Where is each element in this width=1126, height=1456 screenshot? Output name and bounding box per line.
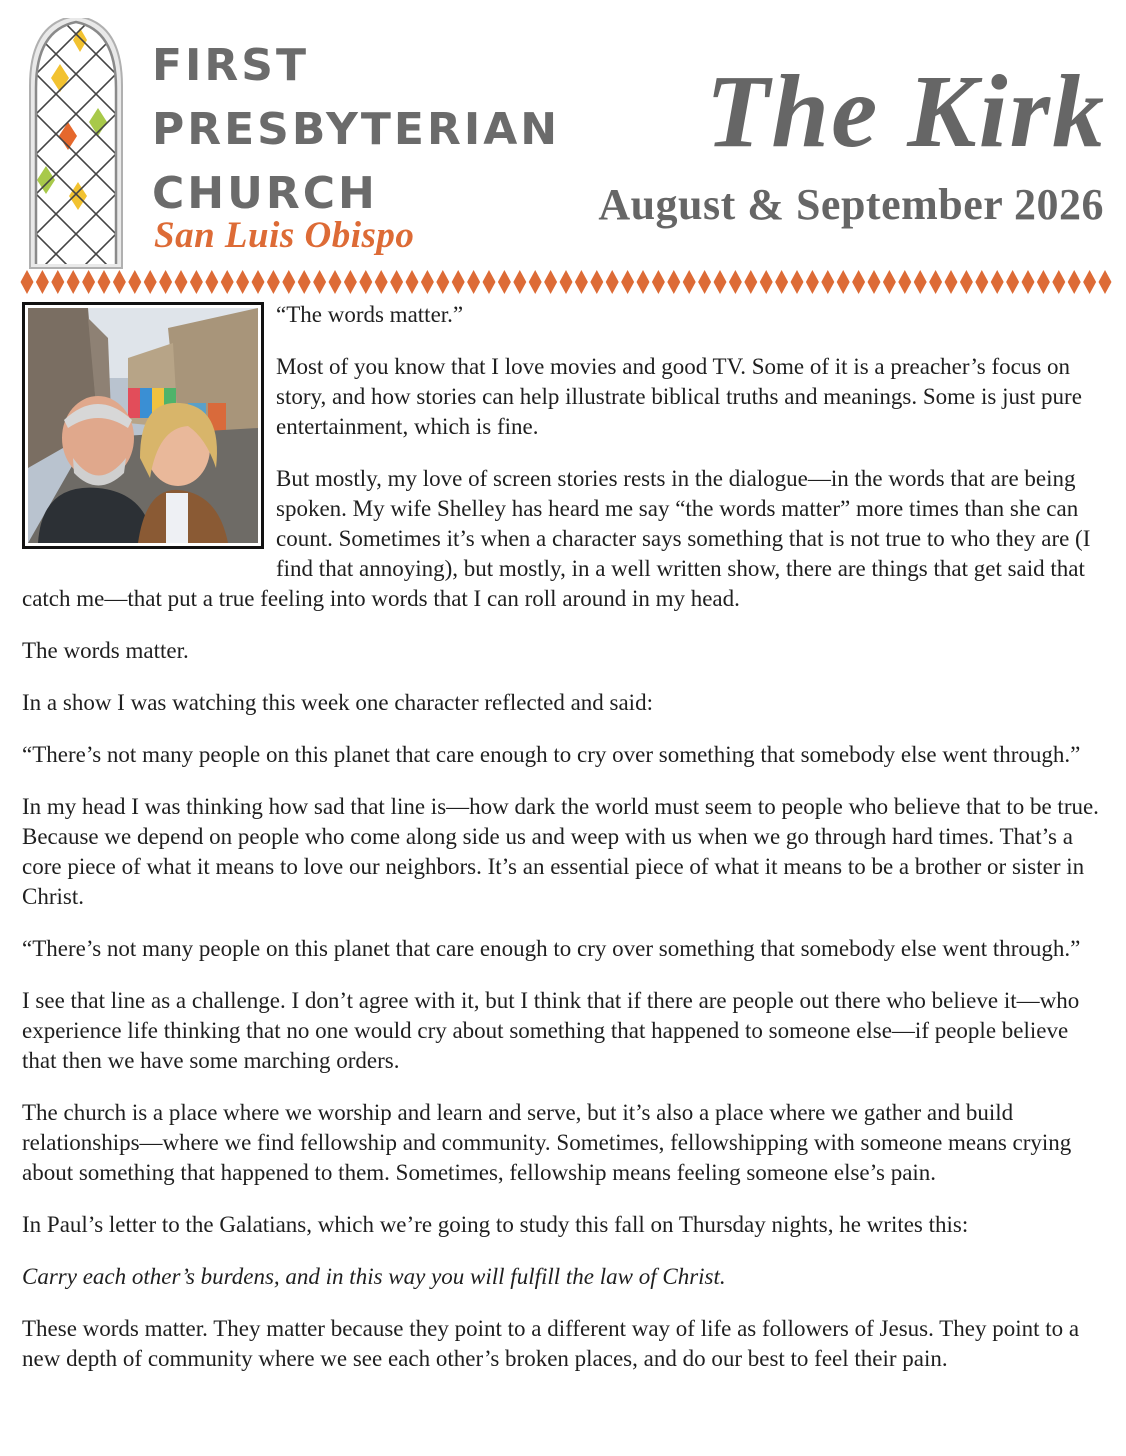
divider-diamond xyxy=(128,270,141,294)
divider-diamond xyxy=(82,270,95,294)
article-paragraph: In a show I was watching this week one character reflected and said: xyxy=(22,690,653,715)
divider-diamond xyxy=(67,270,80,294)
article-paragraph: In my head I was thinking how sad that line is—how dark the world must seem to people who believe that to be true. Because we depend on people who come along side us and weep with us when we go through hard times. That’s a core piece of what it means to love our neighbors. It’s an essential piece of what it means to be a brother or sister in Christ. xyxy=(22,794,1099,909)
divider-diamond xyxy=(575,270,588,294)
divider-diamond xyxy=(36,270,49,294)
divider-diamond xyxy=(821,270,834,294)
article-paragraph: “The words matter.” xyxy=(276,302,464,327)
divider-diamond xyxy=(467,270,480,294)
divider-diamond xyxy=(1037,270,1050,294)
divider-diamond xyxy=(1052,270,1065,294)
divider-diamond xyxy=(744,270,757,294)
divider-diamond xyxy=(406,270,419,294)
divider-diamond xyxy=(282,270,295,294)
divider-diamond xyxy=(991,270,1004,294)
divider-diamond xyxy=(621,270,634,294)
church-name-line-1: FIRST xyxy=(152,40,310,91)
divider-diamond xyxy=(652,270,665,294)
divider-diamond xyxy=(98,270,111,294)
newsletter-title: The Kirk xyxy=(705,54,1106,169)
divider-diamond xyxy=(390,270,403,294)
divider-diamond xyxy=(1022,270,1035,294)
divider-diamond xyxy=(883,270,896,294)
divider-diamond xyxy=(205,270,218,294)
divider-diamond xyxy=(329,270,342,294)
divider-diamond xyxy=(637,270,650,294)
divider-diamond xyxy=(236,270,249,294)
divider-diamond xyxy=(1083,270,1096,294)
divider-diamond xyxy=(606,270,619,294)
divider-diamond xyxy=(1068,270,1081,294)
divider-diamond xyxy=(221,270,234,294)
divider-diamond xyxy=(929,270,942,294)
stained-glass-window-icon xyxy=(20,18,132,270)
divider-diamond xyxy=(51,270,64,294)
divider-diamond xyxy=(159,270,172,294)
divider-diamond xyxy=(791,270,804,294)
divider-diamond xyxy=(175,270,188,294)
divider-diamond xyxy=(298,270,311,294)
article-paragraph: The words matter. xyxy=(22,638,189,663)
article-paragraph: “There’s not many people on this planet that care enough to cry over something that somebody else went through.” xyxy=(22,742,1081,767)
divider-diamond xyxy=(483,270,496,294)
divider-diamond xyxy=(252,270,265,294)
divider-diamond xyxy=(945,270,958,294)
article-paragraph: The church is a place where we worship and learn and serve, but it’s also a place where we gather and build relationships—where we find fellowship and community. Sometimes, fellowshipping with someone means crying about something that happened to them. Sometimes, fellowship means feeling someone else’s pain. xyxy=(22,1100,1072,1185)
divider-diamond xyxy=(544,270,557,294)
divider-diamond xyxy=(452,270,465,294)
divider-diamond xyxy=(344,270,357,294)
divider-diamond xyxy=(960,270,973,294)
couple-selfie-photo xyxy=(28,308,258,543)
divider-diamond xyxy=(806,270,819,294)
divider-diamond xyxy=(498,270,511,294)
church-name-line-2: PRESBYTERIAN xyxy=(152,104,561,155)
divider-diamond xyxy=(375,270,388,294)
divider-diamond xyxy=(421,270,434,294)
issue-date: August & September 2026 xyxy=(598,180,1104,229)
article-paragraph: In Paul’s letter to the Galatians, which we’re going to study this fall on Thursday nights, he writes this: xyxy=(22,1212,969,1237)
article-paragraph: I see that line as a challenge. I don’t agree with it, but I think that if there are people out there who believe it—who experience life thinking that no one would cry about something that happened to someone else—if people believe that then we have some marching orders. xyxy=(22,988,1080,1073)
divider-diamond xyxy=(590,270,603,294)
divider-diamond xyxy=(359,270,372,294)
newsletter-header xyxy=(0,0,1126,268)
divider-diamond xyxy=(1006,270,1019,294)
article-body xyxy=(22,300,1104,1396)
divider-diamond xyxy=(760,270,773,294)
divider-diamond xyxy=(21,270,34,294)
divider-diamond xyxy=(529,270,542,294)
divider-diamond xyxy=(898,270,911,294)
pastor-photo xyxy=(22,302,264,549)
divider-diamond xyxy=(837,270,850,294)
divider-diamond xyxy=(729,270,742,294)
divider-diamond xyxy=(698,270,711,294)
church-city: San Luis Obispo xyxy=(154,215,415,256)
divider-diamond xyxy=(513,270,526,294)
divider-diamond xyxy=(852,270,865,294)
divider-diamond xyxy=(313,270,326,294)
divider-diamond xyxy=(436,270,449,294)
divider-diamond xyxy=(267,270,280,294)
divider-diamond xyxy=(975,270,988,294)
divider-diamond xyxy=(144,270,157,294)
article-paragraph: But mostly, my love of screen stories rests in the dialogue—in the words that are being spoken. My wife Shelley has heard me say “the words matter” more times than she can count. Sometimes it’s when a character says something that is not true to who they are (I find that annoying), but mostly, in a well written show, there are things that get said that catch me—that put a true feeling into words that I can roll around in my head. xyxy=(22,466,1091,611)
divider-diamond xyxy=(113,270,126,294)
divider-diamond xyxy=(1099,270,1112,294)
divider-diamond xyxy=(775,270,788,294)
divider-diamond xyxy=(667,270,680,294)
divider-diamond xyxy=(868,270,881,294)
article-paragraph: Carry each other’s burdens, and in this way you will fulfill the law of Christ. xyxy=(22,1264,726,1289)
church-name-line-3: CHURCH xyxy=(152,168,378,219)
church-name xyxy=(152,40,561,236)
article-paragraph: These words matter. They matter because they point to a different way of life as followers of Jesus. They point to a new depth of community where we see each other’s broken places, and do our best to feel their pain. xyxy=(22,1316,1080,1371)
divider-diamond xyxy=(683,270,696,294)
article-paragraph: “There’s not many people on this planet that care enough to cry over something that somebody else went through.” xyxy=(22,936,1081,961)
divider-diamond xyxy=(190,270,203,294)
divider-diamond xyxy=(914,270,927,294)
divider-diamond xyxy=(714,270,727,294)
diamond-row-divider xyxy=(20,268,1112,296)
divider-diamond xyxy=(560,270,573,294)
article-paragraph: Most of you know that I love movies and good TV. Some of it is a preacher’s focus on story, and how stories can help illustrate biblical truths and meanings. Some is just pure entertainment, which is fine. xyxy=(276,354,1082,439)
